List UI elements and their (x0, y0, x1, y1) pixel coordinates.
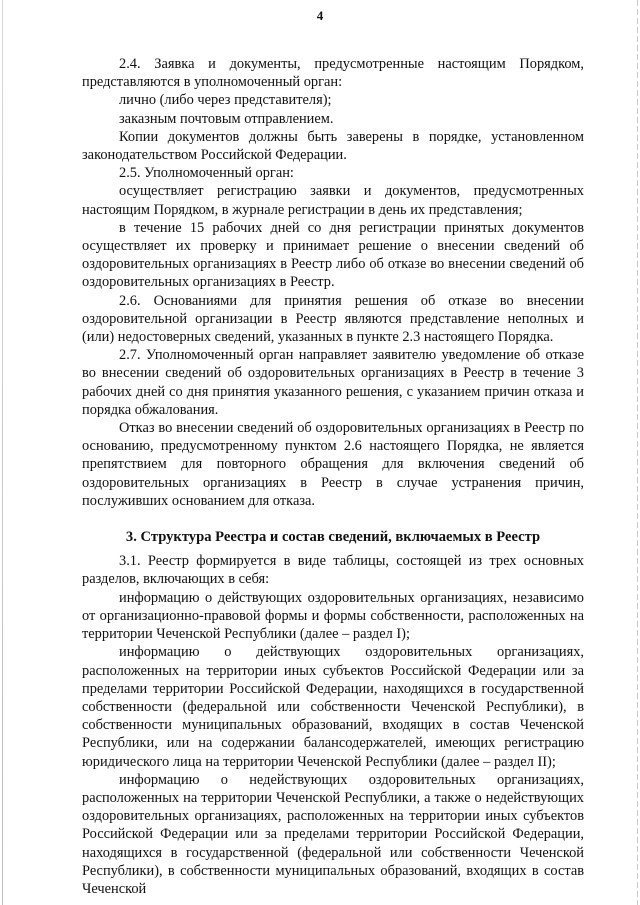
section-3 (82, 552, 584, 898)
list-item-registration: осуществляет регистрацию заявки и документов, предусмотренных настоящим Порядком, в журнале регистрации в день их представления; (82, 183, 584, 218)
paragraph-2-5: 2.5. Уполномоченный орган: (119, 165, 294, 182)
page-edge-right (637, 0, 638, 905)
paragraph-refusal: Отказ во внесении сведений об оздоровительных организациях в Реестр по основанию, предусмотренному пунктом 2.6 настоящего Порядка, не является препятствием для повторного обращения для включения сведений об оздоровительных организациях в Реестр в случае устранения причин, послуживших основанием для отказа. (82, 420, 584, 509)
list-item-review-15-days: в течение 15 рабочих дней со дня регистрации принятых документов осуществляет их проверку и принимает решение о внесении сведений об оздоровительных организациях в Реестр либо об отказе во внесении сведений об оздоровительных организациях в Реестр. (82, 219, 584, 291)
list-item-in-person: лично (либо через представителя); (119, 92, 332, 109)
paragraph-3-1: 3.1. Реестр формируется в виде таблицы, состоящей из трех основных разделов, включающих в себя: (82, 553, 584, 588)
list-item-registered-mail: заказным почтовым отправлением. (119, 110, 334, 127)
section-3-heading: 3. Структура Реестра и состав сведений, включаемых в Реестр (125, 529, 541, 546)
page-number: 4 (316, 8, 324, 23)
paragraph-2-7: 2.7. Уполномоченный орган направляет заявителю уведомление об отказе во внесении сведений об оздоровительных организациях в Реестр в течение 3 рабочих дней со дня принятия указанного решения, с указанием причин отказа и порядка обжалования. (82, 347, 584, 418)
paragraph-2-4: 2.4. Заявка и документы, предусмотренные настоящим Порядком, представляются в уполномоченный орган: (82, 56, 584, 91)
section-2-continued (82, 55, 584, 510)
list-item-section-2: информацию о действующих оздоровительных организациях, расположенных на территории иных субъектов Российской Федерации или за пределами территории Российской Федерации, находящихся в государственной собственности (федеральной или собственности Чеченской Республики), в собственности муниципальных образований, входящих в состав Чеченской Республики, или на содержании балансодержателей, имеющих регистрацию юридического лица на территории Чеченской Республики (далее – раздел II); (82, 644, 584, 770)
paragraph-copies: Копии документов должны быть заверены в порядке, установленном законодательством Российской Федерации. (82, 128, 584, 164)
document-body (82, 55, 584, 898)
page-edge-left (2, 0, 3, 905)
list-item-section-1: информацию о действующих оздоровительных организациях, независимо от организационно-правовой формы и формы собственности, расположенных на территории Чеченской Республики (далее – раздел I); (82, 589, 584, 643)
paragraph-2-6: 2.6. Основаниями для принятия решения об отказе во внесении оздоровительной организации в Реестр являются представление неполных и (или) недостоверных сведений, указанных в пункте 2.3 настоящего Порядка. (82, 292, 584, 346)
list-item-section-3: информацию о недействующих оздоровительных организациях, расположенных на территории Чеченской Республики, а также о недействующих оздоровительных организациях, расположенных на территории иных субъектов Российской Федерации или за пределами территории Российской Федерации, находящихся в государственной (федеральной или собственности Чеченской Республики), в собственности муниципальных образований, входящих в состав Чеченской (82, 771, 584, 897)
